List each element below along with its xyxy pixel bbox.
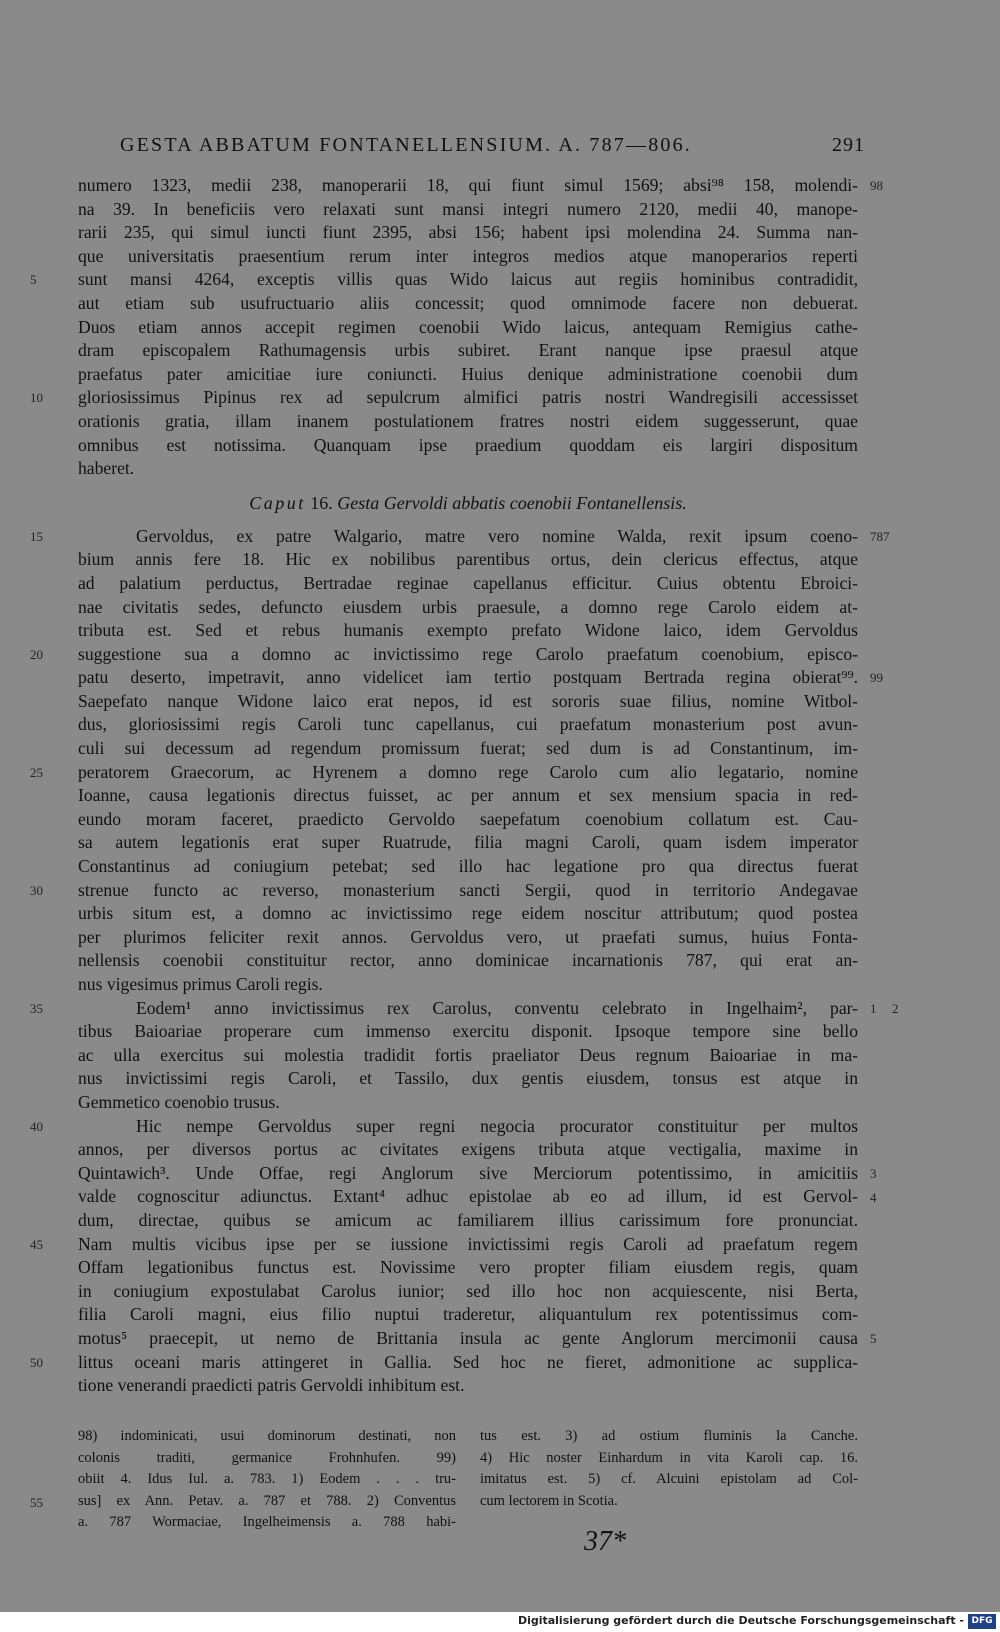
- text-line: strenue functo ac reverso, monasterium sancti Sergii, quod in territorio Andegavae: [78, 879, 858, 900]
- text-line: Offam legationibus functus est. Novissime vero propter filiam eiusdem regis, quam: [78, 1257, 858, 1278]
- text-line: culi sui decessum ad regendum promissum fuerat; sed dum is ad Constantinum, im-: [78, 738, 858, 759]
- running-header: [120, 134, 865, 157]
- footnote-line: 98) indominicati, usui dominorum destinati, non: [78, 1428, 456, 1444]
- margin-note: 2: [892, 1000, 899, 1016]
- footnotes-left-column: [78, 1426, 456, 1534]
- line-number: 55: [30, 1494, 43, 1510]
- footnote-line: imitatus est. 5) cf. Alcuini epistolam ad Col-: [480, 1471, 858, 1487]
- footnotes: [78, 1426, 858, 1534]
- line-number: 50: [30, 1354, 43, 1370]
- footnote-line: colonis traditi, germanice Frohnhufen. 99): [78, 1449, 456, 1466]
- text-line: omnibus est notissima. Quanquam ipse praedium quoddam eis largiri dispositum: [78, 434, 858, 455]
- line-number: 15: [30, 528, 43, 544]
- page-number: 291: [832, 134, 865, 156]
- text-line: dram episcopalem Rathumagensis urbis subiret. Erant nanque ipse praesul atque: [78, 340, 858, 361]
- main-text: [78, 174, 858, 1398]
- text-line: Hic nempe Gervoldus super regni negocia procurator constituitur per multos: [136, 1115, 858, 1136]
- text-line: numero 1323, medii 238, manoperarii 18, qui fiunt simul 1569; absi⁹⁸ 158, molendi-: [78, 175, 858, 195]
- text-line: que universitatis praesentium rerum inter integros medios atque manoperarios reperti: [78, 245, 858, 266]
- margin-note: 3: [870, 1166, 877, 1181]
- margin-note: 4: [870, 1189, 877, 1205]
- text-line: Duos etiam annos accepit regimen coenobii Wido laicus, antequam Remigius cathe-: [78, 316, 858, 337]
- footer-credit: Digitalisierung gefördert durch die Deutsche Forschungsgemeinschaft -: [517, 1614, 964, 1627]
- footnote-line: 4) Hic noster Einhardum in vita Karoli cap. 16.: [480, 1449, 858, 1466]
- dfg-logo: DFG: [968, 1614, 996, 1629]
- chapter-heading: [78, 485, 858, 521]
- signature-mark: 37*: [584, 1526, 626, 1557]
- margin-note: 5: [870, 1331, 877, 1347]
- text-line: dus, gloriosissimi regis Caroli tunc capellanus, cui praefatum monasterium post avun-: [78, 714, 858, 735]
- text-line: Saepefato nanque Widone laico erat nepos, id est sororis suae filius, nomine Witbol-: [78, 690, 858, 711]
- chapter-number: 16.: [310, 492, 333, 513]
- margin-note: 787: [870, 528, 890, 544]
- text-line: rarii 235, qui simul iuncti fiunt 2395, absi 156; habent ipsi molendina 24. Summa nan-: [78, 222, 858, 243]
- chapter-label: Caput: [249, 492, 306, 513]
- margin-note: 1: [870, 1000, 877, 1016]
- line-number: 5: [30, 272, 37, 288]
- text-line: urbis situm est, a domno ac invictissimo rege eidem noscitur attributum; quod postea: [78, 903, 858, 924]
- text-line: nae civitatis sedes, defuncto eiusdem urbis praesule, a domno rege Carolo eidem at-: [78, 596, 858, 617]
- text-line: aut etiam sub usufructuario aliis concessit; quod omnimode facere non debuerat.: [78, 292, 858, 313]
- text-line: tione venerandi praedicti patris Gervoldi inhibitum est.: [78, 1375, 465, 1396]
- text-line: tibus Baioariae properare cum immenso exercitu disponit. Ipsoque tempore sine bello: [78, 1021, 858, 1042]
- line-number: 45: [30, 1236, 43, 1252]
- text-line: sa autem legationis erat super Ruatrude, filia magni Caroli, quam isdem imperator: [78, 832, 858, 853]
- text-line: sunt mansi 4264, exceptis villis quas Wido laicus aut regiis hominibus contradidit,: [78, 269, 858, 290]
- text-line: Eodem¹ anno invictissimus rex Carolus, conventu celebrato in Ingelhaim², par-: [136, 997, 858, 1018]
- text-line: valde cognoscitur adiunctus. Extant⁴ adhuc epistolae ab eo ad illum, id est Gervol-: [78, 1186, 858, 1207]
- text-line: gloriosissimus Pipinus rex ad sepulcrum almifici patris nostri Wandregisili accessisset: [78, 387, 858, 408]
- text-line: Nam multis vicibus ipse per se iussione invictissimi regis Caroli ad praefatum regem: [78, 1233, 858, 1254]
- footnote-line: sus] ex Ann. Petav. a. 787 et 788. 2) Conventus: [78, 1492, 456, 1509]
- line-number: 40: [30, 1118, 43, 1134]
- text-line: Gemmetico coenobio trusus.: [78, 1091, 280, 1112]
- footnote-line: a. 787 Wormaciae, Ingelheimensis a. 788 habi-: [78, 1514, 456, 1530]
- text-line: littus oceani maris attingeret in Gallia. Sed hoc ne fieret, admonitione ac supplica-: [78, 1351, 858, 1372]
- text-line: Gervoldus, ex patre Walgario, matre vero nomine Walda, rexit ipsum coeno-: [136, 525, 858, 546]
- text-line: dum, directae, quibus se amicum ac familiarem illius carissimum fore pronunciat.: [78, 1209, 858, 1230]
- text-line: orationis gratia, illam inanem postulationem fratres nostri eidem suggesserunt, quae: [78, 410, 858, 431]
- text-line: ad palatium perductus, Bertradae reginae capellanus efficitur. Cuius obtentu Ebroici-: [78, 572, 858, 593]
- text-line: tributa est. Sed et rebus humanis exempto prefato Widone laico, idem Gervoldus: [78, 620, 858, 641]
- text-line: Constantinus ad coniugium petebat; sed illo hac legatione pro qua directus fuerat: [78, 856, 858, 877]
- text-line: nellensis coenobii constituitur rector, anno dominicae incarnationis 787, qui erat an-: [78, 950, 858, 971]
- text-line: eundo moram faceret, praedicto Gervoldo saepefatum coenobium collatum est. Cau-: [78, 808, 858, 829]
- text-line: ac ulla exercitus sui molestia tradidit fortis praeliator Deus regnum Baioariae in ma-: [78, 1044, 858, 1065]
- margin-note: 99: [870, 670, 883, 686]
- text-line: peratorem Graecorum, ac Hyrenem a domno rege Carolo cum alio legatario, nomine: [78, 761, 858, 782]
- text-line: patu deserto, impetravit, anno videlicet iam tertio postquam Bertrada regina obierat⁹⁹.: [78, 667, 858, 688]
- text-line: filia Caroli magni, eius filio nuptui traderetur, aliquantulum rex potentissimus com-: [78, 1304, 858, 1325]
- line-number: 10: [30, 390, 43, 406]
- text-line: Ioanne, causa legationis directus fuisset, ac per annum et sex mensium spacia in red-: [78, 785, 858, 806]
- running-title: GESTA ABBATUM FONTANELLENSIUM. A. 787—806.: [120, 134, 692, 156]
- text-line: nus vigesimus primus Caroli regis.: [78, 974, 323, 994]
- text-line: Quintawich³. Unde Offae, regi Anglorum sive Merciorum potentissimo, in amicitiis: [78, 1162, 858, 1183]
- text-line: praefatus pater amicitiae iure coniuncti. Huius denique administratione coenobii dum: [78, 363, 858, 384]
- footnote-line: tus est. 3) ad ostium fluminis la Canche.: [480, 1428, 858, 1444]
- text-line: per plurimos feliciter rexit annos. Gervoldus vero, ut praefati sumus, huius Fonta-: [78, 926, 858, 947]
- text-line: bium annis fere 18. Hic ex nobilibus parentibus ortus, dein clericus effectus, atque: [78, 549, 858, 570]
- text-line: suggestione sua a domno ac invictissimo rege Carolo praefatum coenobium, episco-: [78, 643, 858, 664]
- text-line: motus⁵ praecepit, ut nemo de Brittania insula ac gente Anglorum mercimonii causa: [78, 1327, 858, 1348]
- margin-note: 98: [870, 178, 883, 193]
- chapter-title-text: Gesta Gervoldi abbatis coenobii Fontanellensis.: [337, 492, 687, 513]
- footnote-line: obiit 4. Idus Iul. a. 783. 1) Eodem . . . tru-: [78, 1471, 456, 1487]
- text-line: haberet.: [78, 458, 135, 479]
- text-line: annos, per diversos portus ac civitates exigens tributa atque vectigalia, maxime in: [78, 1139, 858, 1160]
- line-number: 35: [30, 1000, 43, 1016]
- text-line: in coniugium expostulabat Carolus iunior; sed illo hoc non acquiescente, nisi Berta,: [78, 1280, 858, 1301]
- line-number: 30: [30, 882, 43, 898]
- text-line: nus invictissimi regis Caroli, et Tassilo, dux gentis eiusdem, tonsus est atque in: [78, 1068, 858, 1089]
- line-number: 25: [30, 764, 43, 780]
- text-line: na 39. In beneficiis vero relaxati sunt mansi integri numero 2120, medii 40, manope-: [78, 198, 858, 219]
- footnote-line: cum lectorem in Scotia.: [480, 1492, 618, 1509]
- line-number: 20: [30, 646, 43, 662]
- footnotes-right-column: [480, 1426, 858, 1534]
